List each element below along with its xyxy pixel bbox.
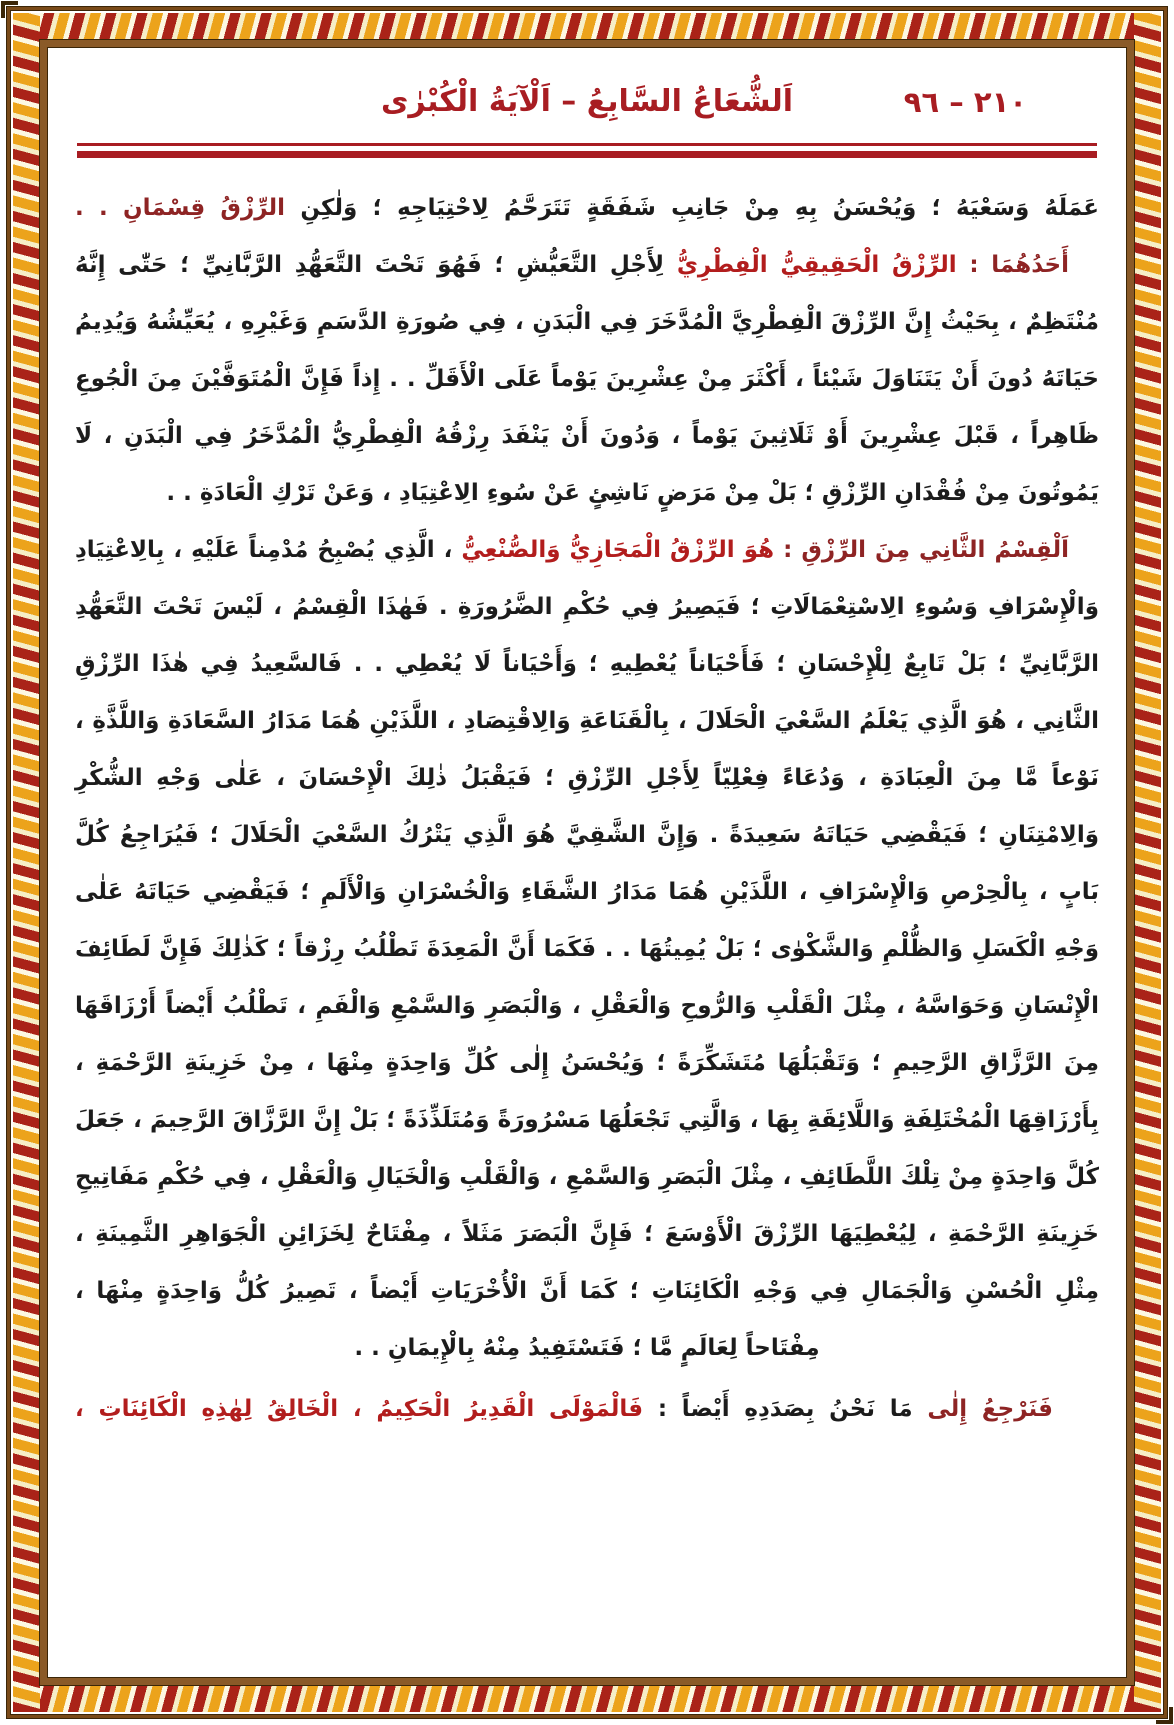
- text-segment-black: عَمَلَهُ وَسَعْيَهُ ؛ وَيُحْسَنُ بِهِ مِنْ جَانِبِ شَفَقَةٍ تَتَرَحَّمُ لِاحْتِيَاجِهِ ؛ وَلٰكِنِ: [285, 195, 1100, 221]
- text-segment-maroon: الرِّزْقُ قِسْمَانِ . .: [75, 195, 286, 221]
- paragraph-continuation: [75, 180, 1099, 237]
- page-title: اَلشُّعَاعُ السَّابِعُ – اَلْآيَةُ الْكُبْرٰى: [380, 84, 794, 119]
- header-divider: [77, 143, 1097, 158]
- border-chain-left: [13, 13, 40, 1712]
- text-segment-black: ، الَّذِي يُصْبِحُ مُدْمِناً عَلَيْهِ ، بِالِاعْتِيَادِ وَالْإِسْرَافِ وَسُوءِ الِاسْتِعْمَالَاتِ ؛ فَيَصِيرُ فِي حُكْمِ الضَّرُورَةِ . فَهٰذَا الْقِسْمُ ، لَيْسَ تَحْتَ التَّعَهُّدِ الرَّبَّانِيِّ ؛ بَلْ تَابِعٌ لِلْإِحْسَانِ ؛ فَأَحْيَاناً يُعْطِيهِ ؛ وَأَحْيَاناً لَا يُعْطِي . . فَالسَّعِيدُ فِي هٰذَا الرِّزْقِ الثَّانِي ، هُوَ الَّذِي يَعْلَمُ السَّعْيَ الْحَلَالَ ، بِالْقَنَاعَةِ وَالِاقْتِصَادِ ، اللَّذَيْنِ هُمَا مَدَارُ السَّعَادَةِ وَاللَّذَّةِ ، نَوْعاً مَّا مِنَ الْعِبَادَةِ ، وَدُعَاءً فِعْلِيّاً لِأَجْلِ الرِّزْقِ ؛ فَيَقْبَلُ ذٰلِكَ الْإِحْسَانَ ، عَلٰى وَجْهِ الشُّكْرِ وَالِامْتِنَانِ ؛ فَيَقْضِي حَيَاتَهُ سَعِيدَةً . وَإِنَّ الشَّقِيَّ هُوَ الَّذِي يَتْرُكُ السَّعْيَ الْحَلَالَ ؛ فَيُرَاجِعُ كُلَّ بَابٍ ، بِالْحِرْصِ وَالْإِسْرَافِ ، اللَّذَيْنِ هُمَا مَدَارُ الشَّقَاءِ وَالْخُسْرَانِ وَالْأَلَمِ ؛ فَيَقْضِي حَيَاتَهُ عَلٰى وَجْهِ الْكَسَلِ وَالظُّلْمِ وَالشَّكْوٰى ؛ بَلْ يُمِيتُهَا . . فَكَمَا أَنَّ الْمَعِدَةَ تَطْلُبُ رِزْقاً ؛ كَذٰلِكَ فَإِنَّ لَطَائِفَ الْإِنْسَانِ وَحَوَاسَّهُ ، مِثْلَ الْقَلْبِ وَالرُّوحِ وَالْعَقْلِ ، وَالْبَصَرِ وَالسَّمْعِ وَالْفَمِ ، تَطْلُبُ أَيْضاً أَرْزَاقَهَا مِنَ الرَّزَّاقِ الرَّحِيمِ ؛ وَتَقْبَلُهَا مُتَشَكِّرَةً ؛ وَيُحْسَنُ إِلٰى كُلِّ وَاحِدَةٍ مِنْهَا ، مِنْ خَزِينَةِ الرَّحْمَةِ ، بِأَرْزَاقِهَا الْمُخْتَلِفَةِ وَاللَّائِقَةِ بِهَا ، وَالَّتِي تَجْعَلُهَا مَسْرُورَةً وَمُتَلَذِّذَةً ؛ بَلْ إِنَّ الرَّزَّاقَ الرَّحِيمَ ، جَعَلَ كُلَّ وَاحِدَةٍ مِنْ تِلْكَ اللَّطَائِفِ ، مِثْلَ الْبَصَرِ وَالسَّمْعِ ، وَالْقَلْبِ وَالْخَيَالِ وَالْعَقْلِ ، فِي حُكْمِ مَفَاتِيحِ خَزِينَةِ الرَّحْمَةِ ، لِيُعْطِيَهَا الرِّزْقَ الْأَوْسَعَ ؛ فَإِنَّ الْبَصَرَ مَثَلاً ، مِفْتَاحٌ لِخَزَائِنِ الْجَوَاهِرِ الثَّمِينَةِ ، مِثْلِ الْحُسْنِ وَالْجَمَالِ فِي وَجْهِ الْكَائِنَاتِ ؛ كَمَا أَنَّ الْأُخْرَيَاتِ أَيْضاً ، تَصِيرُ كُلُّ وَاحِدَةٍ مِنْهَا ، مِفْتَاحاً لِعَالَمٍ مَّا ؛ فَتَسْتَفِيدُ مِنْهُ بِالْإِيمَانِ . .: [75, 537, 1099, 1361]
- text-segment-red: فَالْمَوْلَى الْقَدِيرُ الْحَكِيمُ ، الْخَالِقُ لِهٰذِهِ الْكَائِنَاتِ ،: [75, 1396, 644, 1422]
- corner-finial-top-left: [1, 1, 18, 18]
- page-content-area: [40, 40, 1134, 1685]
- body-text: [75, 180, 1099, 1438]
- border-chain-top: [13, 13, 1161, 40]
- page-number: ٢١٠ – ٩٦: [903, 85, 1027, 119]
- text-segment-maroon: اَلْقِسْمُ الثَّانِي مِنَ الرِّزْقِ :: [774, 537, 1069, 563]
- page-header: [75, 73, 1099, 137]
- header-divider-thick-line: [77, 151, 1097, 158]
- text-segment-red: هُوَ الرِّزْقُ الْمَجَازِيُّ وَالصُّنْعِيُّ: [461, 537, 775, 563]
- paragraph-second-kind-of-rizq: [75, 522, 1099, 1377]
- border-chain-right: [1134, 13, 1161, 1712]
- corner-finial-bottom-right: [1156, 1707, 1173, 1724]
- text-segment-black: لِأَجْلِ التَّعَيُّشِ ؛ فَهُوَ تَحْتَ التَّعَهُّدِ الرَّبَّانِيِّ ؛ حَتّٰى إِنَّهُ مُنْتَظِمٌ ، بِحَيْثُ إِنَّ الرِّزْقَ الْفِطْرِيَّ الْمُدَّخَرَ فِي الْبَدَنِ ، فِي صُورَةِ الدَّسَمِ وَغَيْرِهِ ، يُعَيِّشُهُ وَيُدِيمُ حَيَاتَهُ دُونَ أَنْ يَتَنَاوَلَ شَيْئاً ، أَكْثَرَ مِنْ عِشْرِينَ يَوْماً عَلَى الْأَقَلِّ . . إِذاً فَإِنَّ الْمُتَوَفَّيْنَ مِنَ الْجُوعِ ظَاهِراً ، قَبْلَ عِشْرِينَ أَوْ ثَلَاثِينَ يَوْماً ، وَدُونَ أَنْ يَنْفَدَ رِزْقُهُ الْفِطْرِيُّ الْمُدَّخَرُ فِي الْبَدَنِ ، لَا يَمُوتُونَ مِنْ فُقْدَانِ الرِّزْقِ ؛ بَلْ مِنْ مَرَضٍ نَاشِئٍ عَنْ سُوءِ الِاعْتِيَادِ ، وَعَنْ تَرْكِ الْعَادَةِ . .: [75, 252, 1099, 506]
- paragraph-closing: [75, 1381, 1099, 1438]
- text-segment-red: الرِّزْقُ الْحَقِيقِيُّ الْفِطْرِيُّ: [676, 252, 957, 278]
- text-segment-maroon: فَنَرْجِعُ إِلٰى: [912, 1396, 1053, 1422]
- border-chain-bottom: [13, 1685, 1161, 1712]
- paragraph-first-kind-of-rizq: [75, 237, 1099, 522]
- text-segment-maroon: أَحَدُهُمَا :: [956, 252, 1069, 278]
- text-segment-black: مَا نَحْنُ بِصَدَدِهِ أَيْضاً :: [643, 1396, 913, 1422]
